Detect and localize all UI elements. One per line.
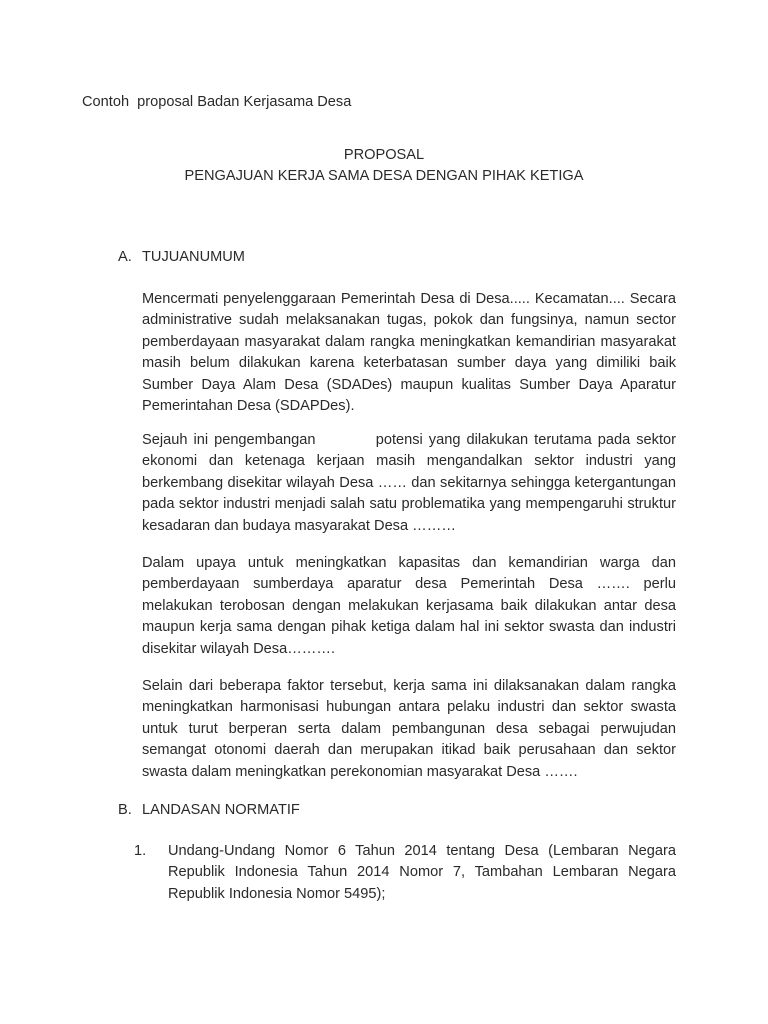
section-a-paragraph: Mencermati penyelenggaraan Pemerintah Desa di Desa..... Kecamatan.... Secara administrative sudah melaksanakan tugas, pokok dan fungsinya, namun sector pemberdayaan masyarakat dalam rangka meningkatkan kemandirian masyarakat masih belum dilakukan karena keterbatasan sumber daya yang dimiliki baik Sumber Daya Alam Desa (SDADes) maupun kualitas Sumber Daya Aparatur Pemerintahan Desa (SDAPDes). — [142, 291, 676, 415]
proposal-title: PROPOSAL — [343, 147, 425, 163]
section-b-marker: B. — [118, 802, 132, 818]
section-b-title: LANDASAN NORMATIF — [142, 802, 300, 818]
section-a-paragraph: Selain dari beberapa faktor tersebut, kerja sama ini dilaksanakan dalam rangka meningkatkan harmonisasi hubungan antara pelaku industri dan sektor swasta untuk turut berperan serta dalam pembangunan desa sebagai perwujudan semangat otonomi daerah dan merupakan itikad baik perusahaan dan sektor swasta dalam meningkatkan perekonomian masyarakat Desa ……. — [142, 678, 676, 780]
list-item-number: 1. — [134, 843, 147, 859]
section-a-heading — [118, 247, 245, 268]
intro-line: Contoh proposal Badan Kerjasama Desa — [82, 94, 352, 110]
proposal-subtitle: PENGAJUAN KERJA SAMA DESA DENGAN PIHAK KETIGA — [184, 168, 584, 184]
section-a-marker: A. — [118, 249, 132, 265]
section-b-heading — [118, 800, 300, 821]
list-item-text: Undang-Undang Nomor 6 Tahun 2014 tentang Desa (Lembaran Negara Republik Indonesia Tahun 2014 Nomor 7, Tambahan Lembaran Negara Republik Indonesia Nomor 5495); — [168, 843, 676, 902]
section-a-title: TUJUANUMUM — [142, 249, 245, 265]
section-a-paragraph: Sejauh ini pengembangan potensi yang dilakukan terutama pada sektor ekonomi dan ketenaga kerjaan masih mengandalkan sektor industri yang berkembang disekitar wilayah Desa …… dan sekitarnya sehingga ketergantungan pada sektor industri menjadi salah satu problematika yang mempengaruhi struktur kesadaran dan budaya masyarakat Desa ……… — [142, 432, 681, 534]
section-a-paragraph: Dalam upaya untuk meningkatkan kapasitas dan kemandirian warga dan pemberdayaan sumberdaya aparatur desa Pemerintah Desa ……. perlu melakukan terobosan dengan melakukan kerjasama baik dilakukan antar desa maupun kerja sama dengan pihak ketiga dalam hal ini sektor swasta dan industri disekitar wilayah Desa………. — [142, 555, 676, 657]
